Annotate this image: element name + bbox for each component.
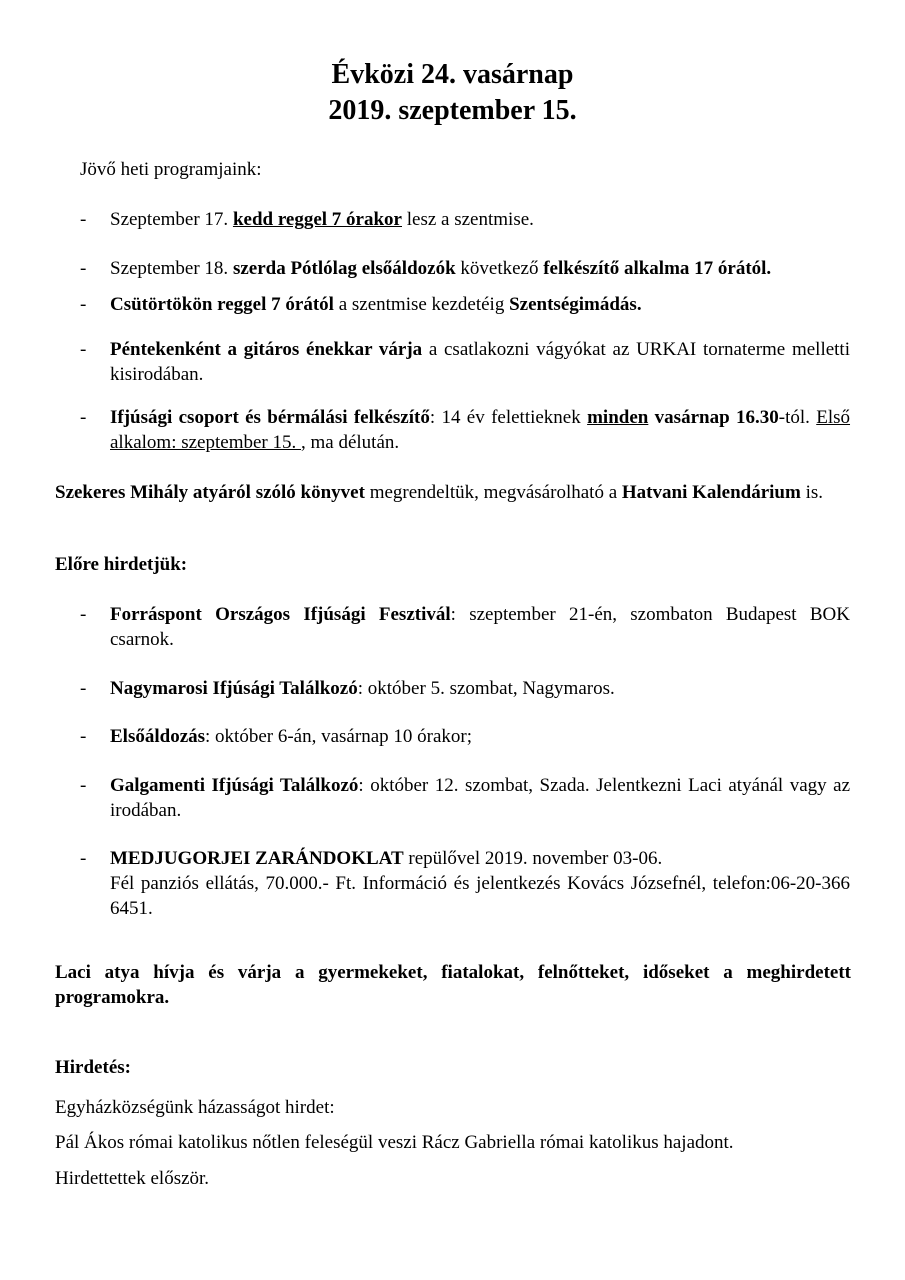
bullet-dash: - <box>80 294 87 315</box>
intro-text: Jövő heti programjaink: <box>80 159 262 180</box>
list-item: - Ifjúsági csoport és bérmálási felkészítő: 14 év felettieknek minden vasárnap 16.30-tól. Első alkalom: szeptember 15. , ma délután. <box>80 407 851 453</box>
bullet-dash: - <box>80 726 87 747</box>
bullet-dash: - <box>80 258 87 279</box>
page-title-line-1: Évközi 24. vasárnap <box>331 59 574 90</box>
bullet-dash: - <box>80 848 87 869</box>
bullet-dash: - <box>80 678 87 699</box>
list-item: - Nagymarosi Ifjúsági Találkozó: október 5. szombat, Nagymaros. <box>80 678 615 699</box>
list-item: - Elsőáldozás: október 6-án, vasárnap 10 órakor; <box>80 726 472 747</box>
bullet-dash: - <box>80 407 87 428</box>
pilgrimage-details: Fél panziós ellátás, 70.000.- Ft. Információ és jelentkezés Kovács Józsefnél, telefon:06-20-366 6451. <box>110 873 850 919</box>
bullet-dash: - <box>80 209 87 230</box>
section-heading: Előre hirdetjük: <box>55 554 188 575</box>
banns-line: Pál Ákos római katolikus nőtlen feleségül veszi Rácz Gabriella római katolikus hajadont. <box>55 1132 734 1153</box>
list-item: - MEDJUGORJEI ZARÁNDOKLAT repülővel 2019. november 03-06. Fél panziós ellátás, 70.000.- Ft. Információ és jelentkezés Kovács Józsefnél, telefon:06-20-366 6451. <box>80 848 850 919</box>
book-paragraph: Szekeres Mihály atyáról szóló könyvet megrendeltük, megvásárolható a Hatvani Kalendárium is. <box>55 482 824 503</box>
list-item: - Szeptember 18. szerda Pótlólag elsőáldozók következő felkészítő alkalma 17 órától. <box>80 258 772 279</box>
list-item: - Csütörtökön reggel 7 órától a szentmise kezdetéig Szentségimádás. <box>80 294 642 315</box>
list-item: - Szeptember 17. kedd reggel 7 órakor lesz a szentmise. <box>80 209 534 230</box>
banns-heading: Hirdetés: <box>55 1057 131 1078</box>
bullet-dash: - <box>80 775 87 796</box>
list-item: - Galgamenti Ifjúsági Találkozó: október 12. szombat, Szada. Jelentkezni Laci atyánál vagy az irodában. <box>80 775 851 821</box>
banns-line: Hirdettettek először. <box>55 1168 210 1189</box>
bullet-dash: - <box>80 339 87 360</box>
page-title-line-2: 2019. szeptember 15. <box>328 95 577 126</box>
banns-line: Egyházközségünk házasságot hirdet: <box>55 1097 335 1118</box>
invitation-paragraph: Laci atya hívja és várja a gyermekeket, fiatalokat, felnőtteket, időseket a meghirdetett programokra. <box>55 962 851 1008</box>
bullet-dash: - <box>80 604 87 625</box>
list-item: - Péntekenként a gitáros énekkar várja a csatlakozni vágyókat az URKAI tornaterme melletti kisirodában. <box>80 339 850 385</box>
list-item: - Forráspont Országos Ifjúsági Fesztivál: szeptember 21-én, szombaton Budapest BOK csarnok. <box>80 604 850 650</box>
